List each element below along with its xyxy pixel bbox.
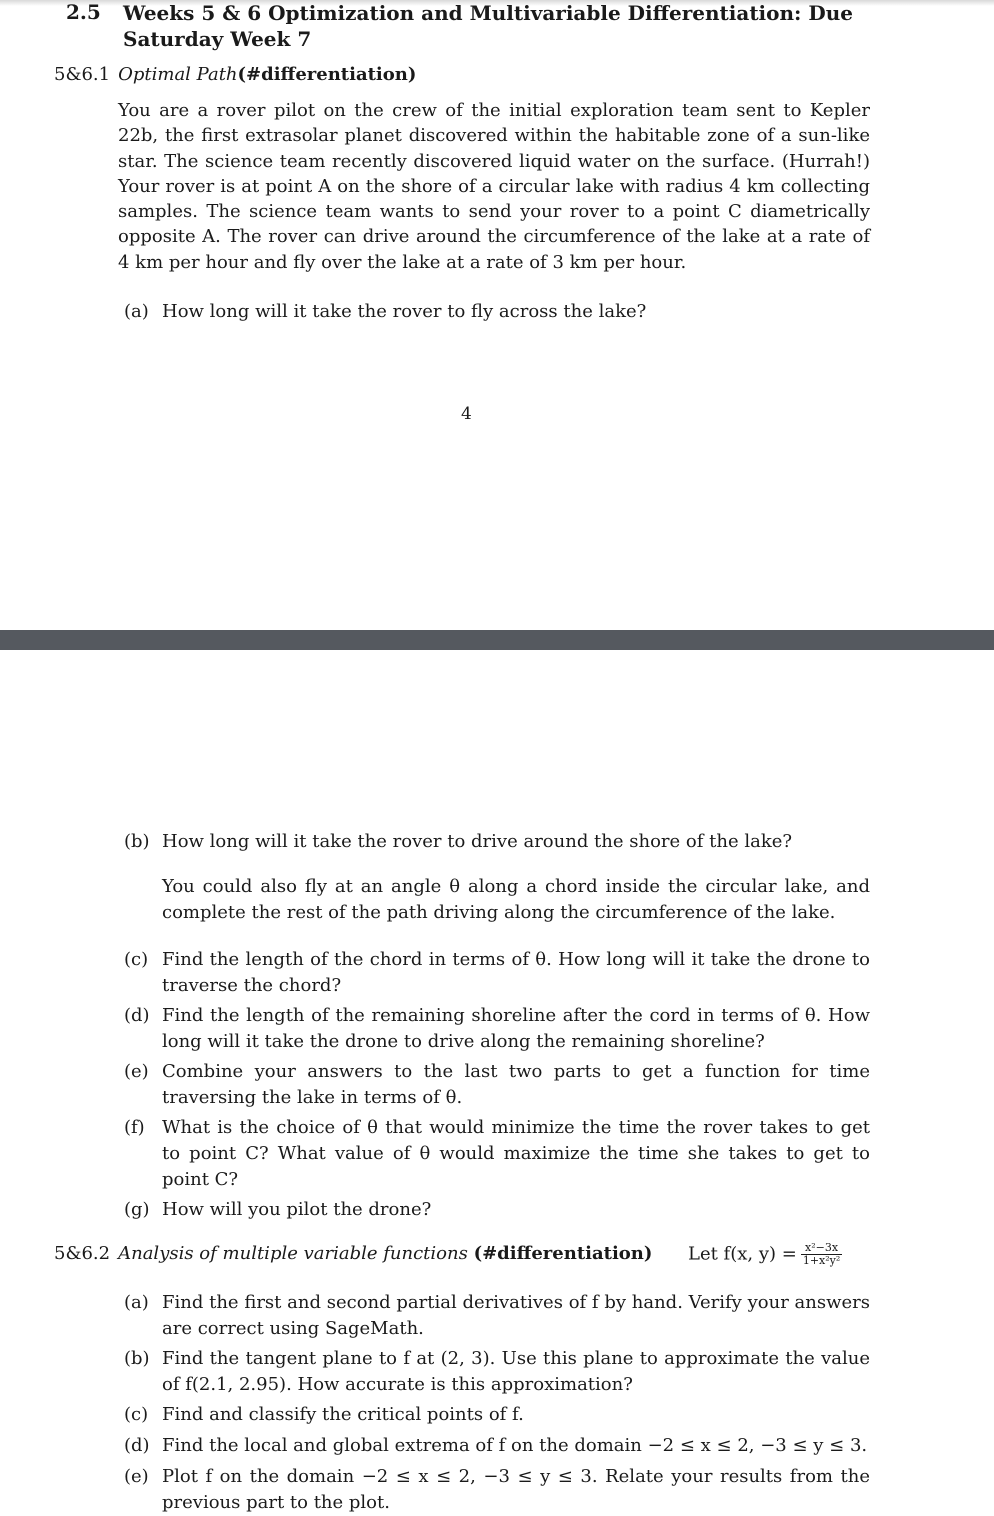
part-label: (e) xyxy=(124,1466,149,1487)
part-text: How long will it take the rover to drive around the shore of the lake? xyxy=(162,831,793,852)
problem1-part-b xyxy=(124,829,870,855)
part-label: (e) xyxy=(124,1061,149,1082)
problem1-part-f xyxy=(124,1115,870,1193)
problem1-part-a xyxy=(124,299,870,325)
part-text: Combine your answers to the last two parts to get a function for time traversing the lake in terms of θ. xyxy=(162,1061,870,1108)
part-text: Find the length of the chord in terms of θ. How long will it take the drone to traverse the chord? xyxy=(162,949,870,996)
part-label: (f) xyxy=(124,1117,145,1138)
problem1-part-d xyxy=(124,1003,870,1055)
part-label: (b) xyxy=(124,1348,150,1369)
problem2-number: 5&6.2 xyxy=(54,1243,111,1264)
function-lhs: Let f(x, y) = xyxy=(688,1243,797,1265)
function-definition xyxy=(688,1242,842,1267)
chord-note: You could also fly at an angle θ along a chord inside the circular lake, and complete the rest of the path driving along the circumference of the lake. xyxy=(162,876,870,923)
problem2-part-c xyxy=(124,1402,870,1428)
problem1-intro: You are a rover pilot on the crew of the initial exploration team sent to Kepler 22b, the first extrasolar planet discovered within the habitable zone of a sun-like star. The science team recently discovered liquid water on the surface. (Hurrah!) Your rover is at point A on the shore of a circular lake with radius 4 km collecting samples. The science team wants to send your rover to a point C diametrically opposite A. The rover can drive around the circumference of the lake at a rate of 4 km per hour and fly over the lake at a rate of 3 km per hour. xyxy=(118,100,870,273)
part-label: (g) xyxy=(124,1199,150,1220)
function-fraction xyxy=(801,1242,842,1267)
part-label: (a) xyxy=(124,1292,149,1313)
problem2-part-a xyxy=(124,1290,870,1342)
part-label: (c) xyxy=(124,1404,149,1425)
problem1-part-g xyxy=(124,1197,870,1223)
part-text: What is the choice of θ that would minimize the time the rover takes to get to point C? What value of θ would maximize the time she takes to get to point C? xyxy=(162,1117,870,1190)
problem2-tag: (#differentiation) xyxy=(473,1243,653,1264)
section-number: 2.5 xyxy=(66,0,101,24)
problem1-number: 5&6.1 xyxy=(54,64,111,85)
part-text: Find the length of the remaining shoreline after the cord in terms of θ. How long will it take the drone to drive along the remaining shoreline? xyxy=(162,1005,870,1052)
part-text: Find the tangent plane to f at (2, 3). Use this plane to approximate the value of f(2.1, 2.95). How accurate is this approximation? xyxy=(162,1348,870,1395)
problem2-part-d xyxy=(124,1433,870,1459)
problem1-part-e xyxy=(124,1059,870,1111)
problem2-part-b xyxy=(124,1346,870,1398)
part-text: Plot f on the domain −2 ≤ x ≤ 2, −3 ≤ y ≤ 3. Relate your results from the previous part to the plot. xyxy=(162,1466,870,1513)
part-label: (d) xyxy=(124,1005,150,1026)
part-text: Find and classify the critical points of f. xyxy=(162,1404,524,1425)
problem1-heading xyxy=(54,64,416,85)
section-title: Weeks 5 & 6 Optimization and Multivariable Differentiation: Due Saturday Week 7 xyxy=(123,1,853,51)
part-text: Find the first and second partial derivatives of f by hand. Verify your answers are correct using SageMath. xyxy=(162,1292,870,1339)
part-text: Find the local and global extrema of f on the domain −2 ≤ x ≤ 2, −3 ≤ y ≤ 3. xyxy=(162,1435,868,1456)
problem2-part-e xyxy=(124,1464,870,1516)
part-label: (d) xyxy=(124,1435,150,1456)
part-label: (b) xyxy=(124,831,150,852)
part-text: How will you pilot the drone? xyxy=(162,1199,432,1220)
part-text: How long will it take the rover to fly across the lake? xyxy=(162,301,647,322)
page-number: 4 xyxy=(461,404,472,424)
function-denominator: 1+x²y² xyxy=(802,1254,841,1267)
problem1-tag: (#differentiation) xyxy=(237,64,417,85)
problem1-title: Optimal Path xyxy=(118,64,238,85)
function-numerator: x²−3x xyxy=(801,1242,842,1255)
page-break-divider xyxy=(0,630,994,650)
problem2-heading xyxy=(54,1243,652,1264)
part-label: (c) xyxy=(124,949,149,970)
problem1-part-c xyxy=(124,947,870,999)
part-label: (a) xyxy=(124,301,149,322)
problem2-title: Analysis of multiple variable functions xyxy=(118,1243,468,1264)
